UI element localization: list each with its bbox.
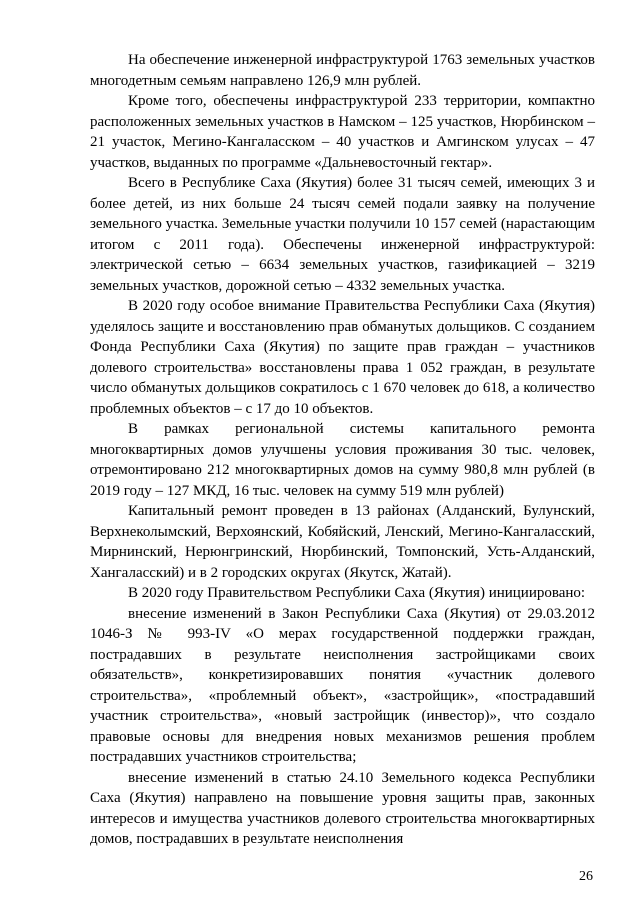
paragraph-law-amendment: внесение изменений в Закон Республики Саха (Якутия) от 29.03.2012 1046-З № 993-IV «О мерах государственной поддержки граждан, пострадавших в результате неисполнения застройщиками своих обязательств», конкретизировавших понятия «участник долевого строительства», «проблемный объект», «застройщик», «пострадавший участник строительства», «новый застройщик (инвестор)», что создало правовые основы для внедрения новых механизмов решения проблем пострадавших участников строительства; [90, 605, 595, 765]
page-body [90, 50, 595, 850]
paragraph-infrastructure-large-families: На обеспечение инженерной инфраструктурой 1763 земельных участков многодетным семьям направлено 126,9 млн рублей. [90, 52, 595, 89]
page-number: 26 [579, 869, 593, 884]
paragraph-families-statistics: Всего в Республике Саха (Якутия) более 31 тысяч семей, имеющих 3 и более детей, из них больше 24 тысяч семей подали заявку на получение земельного участка. Земельные участки получили 10 157 семей (нарастающим итогом с 2011 года). Обеспечены инженерной инфраструктурой: электрической сетью – 6634 земельных участков, газификацией – 3219 земельных участков, дорожной сетью – 4332 земельных участка. [90, 175, 595, 294]
paragraph-government-initiatives: В 2020 году Правительством Республики Саха (Якутия) инициировано: [128, 585, 586, 601]
paragraph-shared-construction-protection: В 2020 году особое внимание Правительства Республики Саха (Якутия) уделялось защите и восстановлению прав обманутых дольщиков. С созданием Фонда Республики Саха (Якутия) по защите прав граждан – участников долевого строительства» восстановлены права 1 052 граждан, в результате число обманутых дольщиков сократилось с 1 670 человек до 618, а количество проблемных объектов – с 17 до 10 объектов. [90, 298, 595, 417]
paragraph-territories-infrastructure: Кроме того, обеспечены инфраструктурой 233 территории, компактно расположенных земельных участков в Намском – 125 участков, Нюрбинском – 21 участок, Мегино-Кангаласском – 40 участков и Амгинском улусах – 47 участков, выданных по программе «Дальневосточный гектар». [90, 93, 595, 171]
paragraph-land-code-amendment: внесение изменений в статью 24.10 Земельного кодекса Республики Саха (Якутия) направлено на повышение уровня защиты прав, законных интересов и имущества участников долевого строительства многоквартирных домов, пострадавших в результате неисполнения [90, 769, 595, 847]
paragraph-capital-repair-districts: Капитальный ремонт проведен в 13 районах (Алданский, Булунский, Верхнеколымский, Верхоянский, Кобяйский, Ленский, Мегино-Кангаласский, Мирнинский, Нерюнгринский, Нюрбинский, Томпонский, Усть-Алданский, Хангаласский) и в 2 городских округах (Якутск, Жатай). [90, 503, 595, 581]
paragraph-capital-repair-system: В рамках региональной системы капитального ремонта многоквартирных домов улучшены условия проживания 30 тыс. человек, отремонтировано 212 многоквартирных домов на сумму 980,8 млн рублей (в 2019 году – 127 МКД, 16 тыс. человек на сумму 519 млн рублей) [90, 421, 595, 499]
